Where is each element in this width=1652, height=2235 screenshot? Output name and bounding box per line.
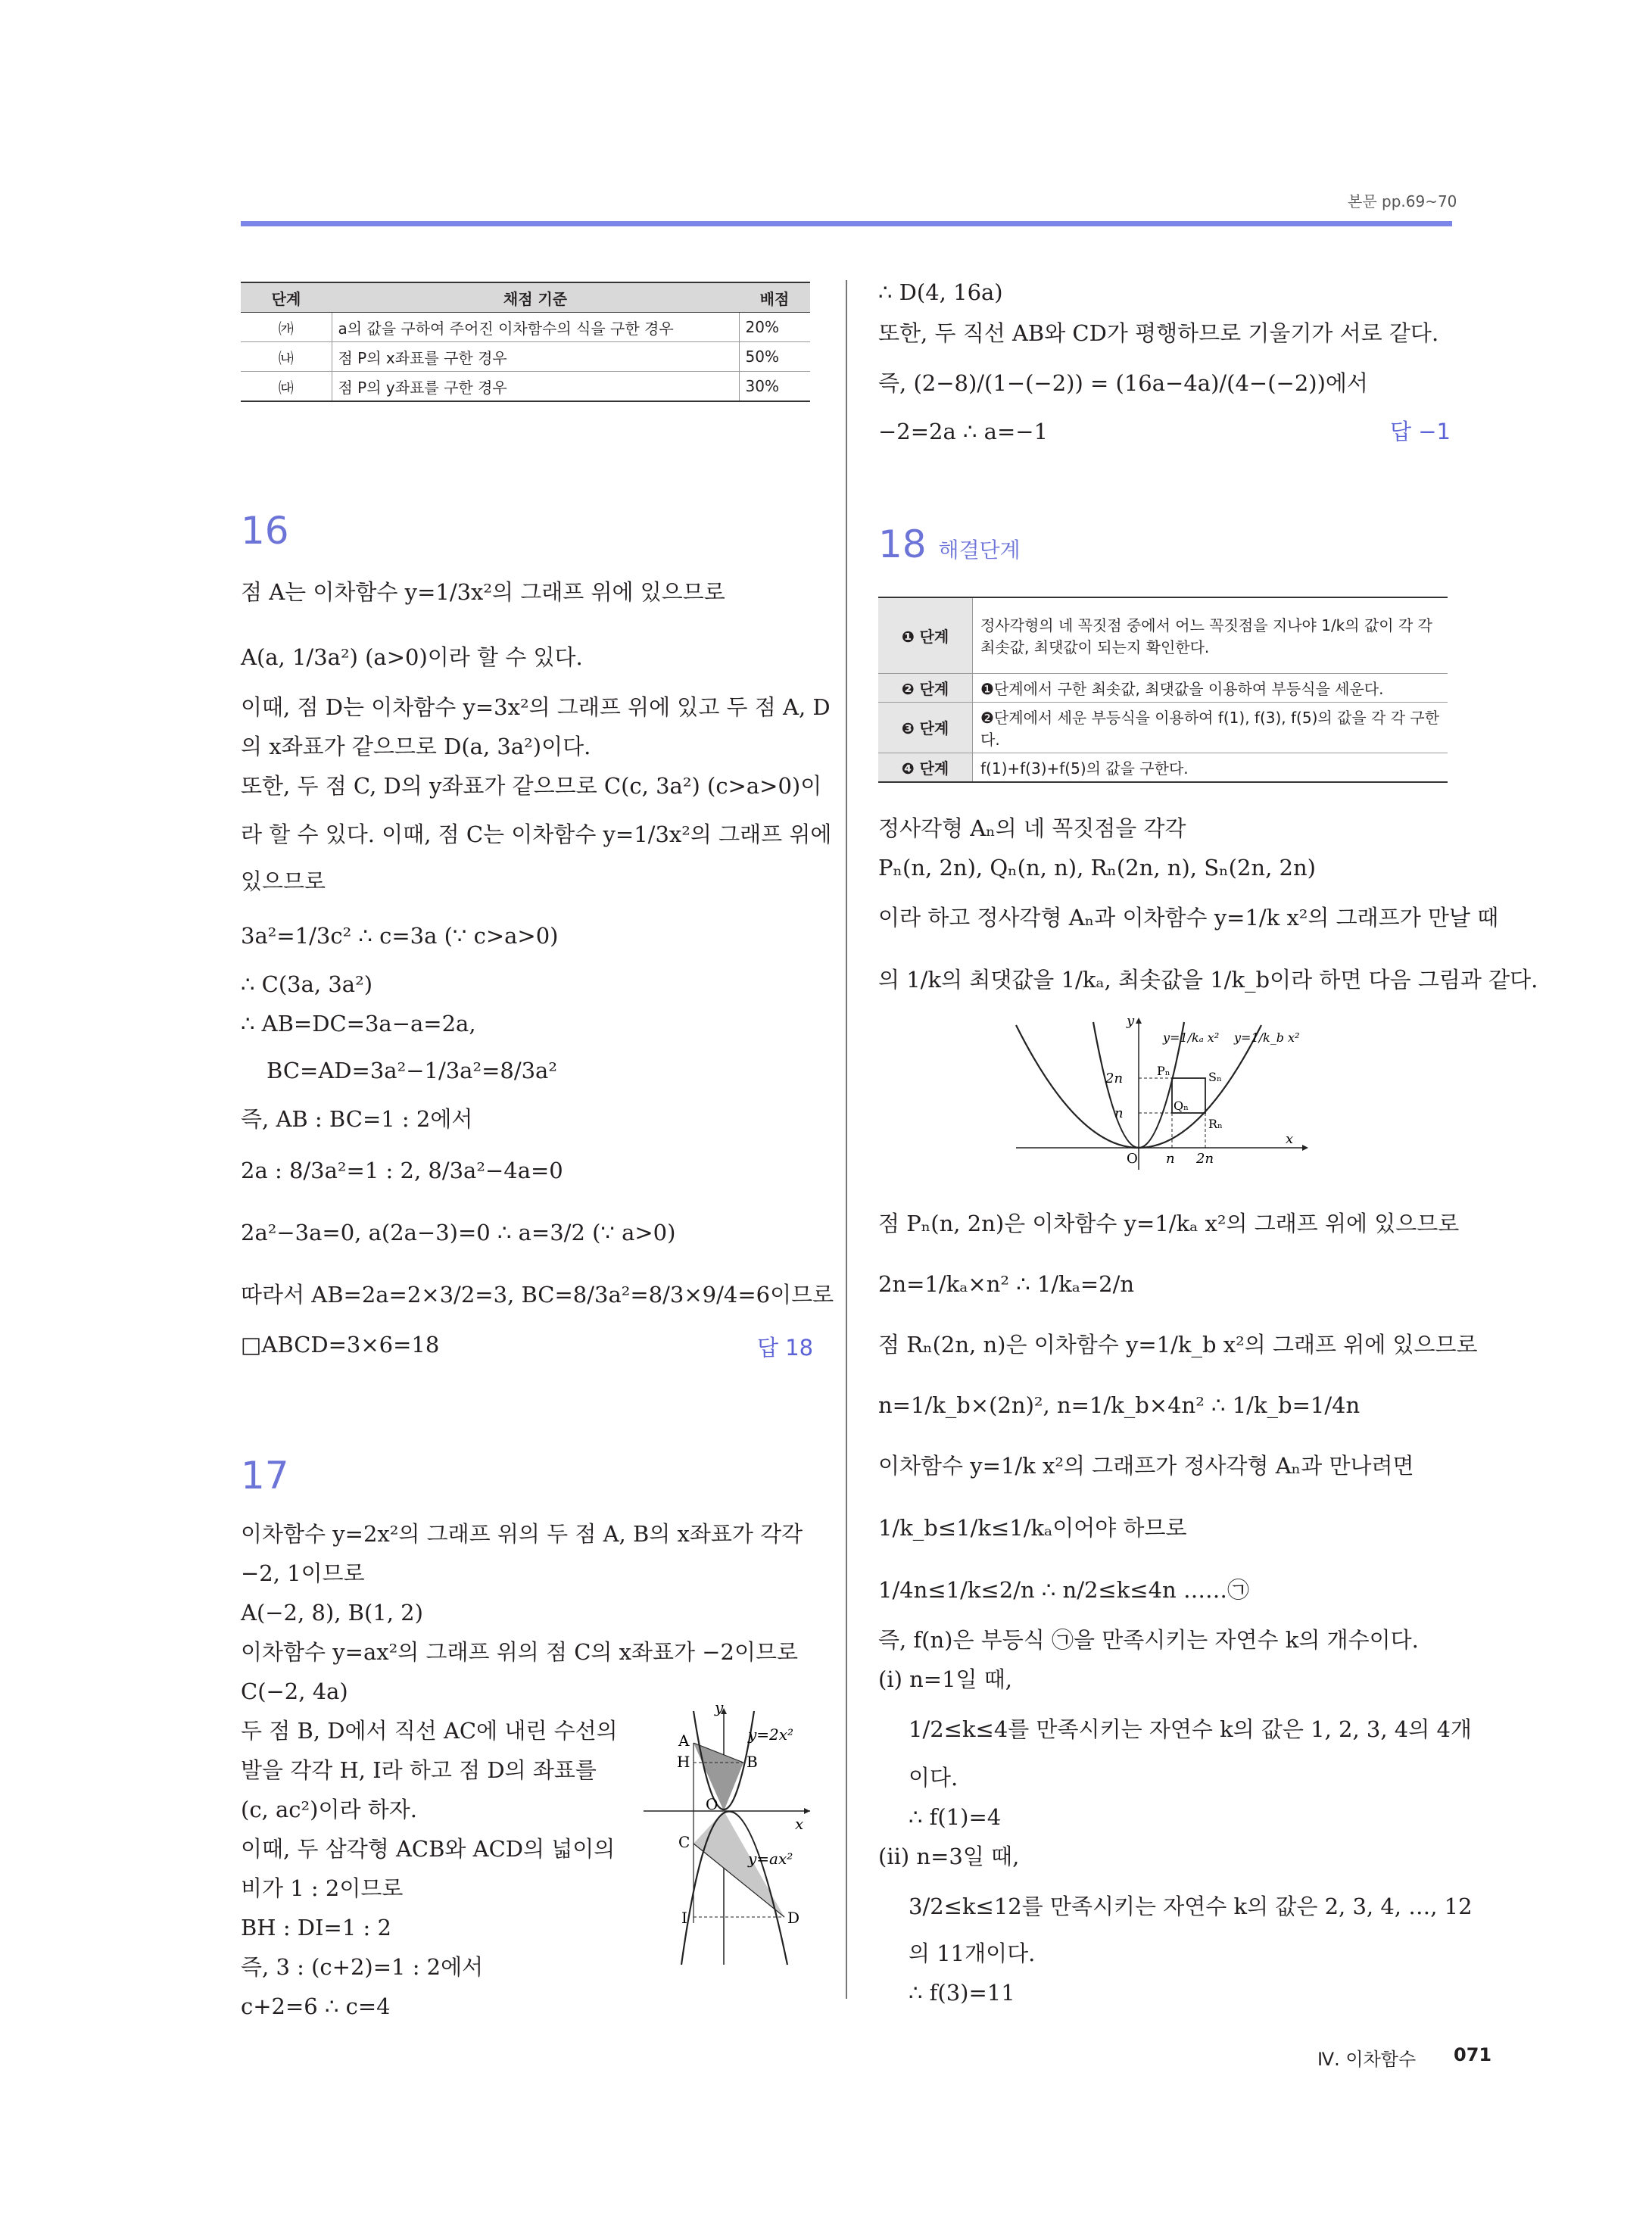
p17-point-D: D bbox=[787, 1909, 800, 1927]
p18-line: ∴ f(1)=4 bbox=[909, 1804, 1002, 1830]
p18-tick-2n-y: 2n bbox=[1105, 1071, 1124, 1086]
p18-point-S: Sₙ bbox=[1208, 1070, 1222, 1084]
p18-y-label: y bbox=[1127, 1015, 1135, 1029]
score-criterion: 점 P의 x좌표를 구한 경우 bbox=[332, 342, 739, 372]
p16-line: A(a, 1/3a²) (a>0)이라 할 수 있다. bbox=[241, 644, 583, 670]
step-text: ❶단계에서 구한 최솟값, 최댓값을 이용하여 부등식을 세운다. bbox=[973, 673, 1448, 702]
p18-tick-n-x: n bbox=[1166, 1151, 1175, 1167]
p17-point-I: I bbox=[681, 1909, 687, 1927]
table-row bbox=[878, 597, 1448, 673]
p17-line: 즉, 3 : (c+2)=1 : 2에서 bbox=[241, 1954, 484, 1980]
step-label: ❸ 단계 bbox=[878, 702, 973, 753]
p17-line: 이차함수 y=2x²의 그래프 위의 두 점 A, B의 x좌표가 각각 bbox=[241, 1521, 803, 1547]
p16-line: 점 A는 이차함수 y=1/3x²의 그래프 위에 있으므로 bbox=[241, 579, 725, 605]
p18-origin: O bbox=[1127, 1151, 1138, 1167]
p18-point-R: Rₙ bbox=[1208, 1117, 1223, 1131]
p17-point-B: B bbox=[747, 1753, 758, 1771]
footer-chapter: Ⅳ. 이차함수 bbox=[1317, 2049, 1417, 2070]
p17-line: (c, ac²)이라 하자. bbox=[241, 1797, 417, 1822]
p18-line: 점 Pₙ(n, 2n)은 이차함수 y=1/kₐ x²의 그래프 위에 있으므로 bbox=[878, 1211, 1460, 1236]
score-step: ㈐ bbox=[241, 372, 332, 402]
p18-line: 이차함수 y=1/k x²의 그래프가 정사각형 Aₙ과 만나려면 bbox=[878, 1453, 1414, 1479]
p18-figure bbox=[1015, 1015, 1317, 1174]
p17-line: c+2=6 ∴ c=4 bbox=[241, 1993, 391, 2019]
p17-curve2-label: y=ax² bbox=[748, 1850, 793, 1868]
p17-line: 비가 1 : 2이므로 bbox=[241, 1875, 404, 1901]
column-divider bbox=[846, 280, 847, 1999]
p18-tick-2n-x: 2n bbox=[1196, 1151, 1214, 1167]
p18-line: ∴ f(3)=11 bbox=[909, 1980, 1015, 2006]
p17-point-O: O bbox=[706, 1795, 718, 1813]
p16-answer: 답 18 bbox=[757, 1335, 814, 1361]
table-row bbox=[878, 753, 1448, 782]
p18-line: (ⅱ) n=3일 때, bbox=[878, 1844, 1020, 1869]
score-points: 20% bbox=[739, 313, 810, 342]
p17-line: −2, 1이므로 bbox=[241, 1560, 365, 1586]
score-header-points: 배점 bbox=[739, 282, 810, 313]
step-label: ❶ 단계 bbox=[878, 597, 973, 673]
p17-curve1-label: y=2x² bbox=[748, 1725, 794, 1744]
p16-line: 또한, 두 점 C, D의 y좌표가 같으므로 C(c, 3a²) (c>a>0)이 bbox=[241, 773, 822, 799]
score-points: 30% bbox=[739, 372, 810, 402]
p16-line: 있으므로 bbox=[241, 868, 326, 894]
p17-line: 발을 각각 H, I라 하고 점 D의 좌표를 bbox=[241, 1757, 597, 1783]
p18-line: 2n=1/kₐ×n² ∴ 1/kₐ=2/n bbox=[878, 1271, 1135, 1297]
footer-page-number: 071 bbox=[1454, 2044, 1492, 2065]
p18-line: 정사각형 Aₙ의 네 꼭짓점을 각각 bbox=[878, 815, 1186, 841]
score-header-step: 단계 bbox=[241, 282, 332, 313]
p18-line: 1/4n≤1/k≤2/n ∴ n/2≤k≤4n ……㉠ bbox=[878, 1577, 1249, 1603]
p18-line: 3/2≤k≤12를 만족시키는 자연수 k의 값은 2, 3, 4, …, 12 bbox=[909, 1894, 1473, 1919]
p18-line: n=1/k_b×(2n)², n=1/k_b×4n² ∴ 1/k_b=1/4n bbox=[878, 1392, 1361, 1418]
header-rule bbox=[241, 221, 1452, 226]
scoring-table bbox=[241, 282, 810, 402]
p17b-line: 즉, (2−8)/(1−(−2)) = (16a−4a)/(4−(−2))에서 bbox=[878, 370, 1368, 396]
p17-point-C: C bbox=[678, 1833, 690, 1851]
p17-point-A: A bbox=[678, 1732, 690, 1750]
table-row bbox=[878, 673, 1448, 702]
p18-line: 이다. bbox=[909, 1765, 958, 1791]
solution-steps-table bbox=[878, 597, 1448, 783]
p18-line: 1/k_b≤1/k≤1/kₐ이어야 하므로 bbox=[878, 1515, 1187, 1541]
p16-line: 3a²=1/3c² ∴ c=3a (∵ c>a>0) bbox=[241, 923, 559, 949]
p18-curve-a-label: y=1/kₐ x² bbox=[1163, 1030, 1220, 1045]
p18-point-Q: Qₙ bbox=[1174, 1099, 1189, 1113]
table-row bbox=[241, 372, 810, 402]
p18-curve-b-label: y=1/k_b x² bbox=[1234, 1030, 1300, 1045]
p17b-answer: 답 −1 bbox=[1390, 419, 1451, 444]
p18-x-label: x bbox=[1286, 1131, 1294, 1147]
p17-line: A(−2, 8), B(1, 2) bbox=[241, 1600, 423, 1626]
p18-line: (ⅰ) n=1일 때, bbox=[878, 1666, 1013, 1692]
p16-line: 2a : 8/3a²=1 : 2, 8/3a²−4a=0 bbox=[241, 1158, 563, 1183]
table-row bbox=[241, 342, 810, 372]
score-step: ㈏ bbox=[241, 342, 332, 372]
p18-line: 의 1/k의 최댓값을 1/kₐ, 최솟값을 1/k_b이라 하면 다음 그림과 같다. bbox=[878, 967, 1538, 993]
p18-line: 의 11개이다. bbox=[909, 1940, 1036, 1966]
p17-line: BH : DI=1 : 2 bbox=[241, 1915, 391, 1940]
p18-number: 18 bbox=[878, 522, 927, 566]
p16-line: □ABCD=3×6=18 bbox=[241, 1332, 440, 1358]
p16-line: 의 x좌표가 같으므로 D(a, 3a²)이다. bbox=[241, 734, 591, 759]
page-reference: 본문 pp.69~70 bbox=[1348, 192, 1457, 210]
p17-line: 두 점 B, D에서 직선 AC에 내린 수선의 bbox=[241, 1718, 618, 1744]
p17-figure bbox=[636, 1704, 818, 1968]
score-step: ㈎ bbox=[241, 313, 332, 342]
p18-tick-n-y: n bbox=[1114, 1105, 1124, 1121]
step-text: ❷단계에서 세운 부등식을 이용하여 f(1), f(3), f(5)의 값을 각 각 구한다. bbox=[973, 702, 1448, 753]
p18-line: 1/2≤k≤4를 만족시키는 자연수 k의 값은 1, 2, 3, 4의 4개 bbox=[909, 1716, 1472, 1742]
p18-subtitle: 해결단계 bbox=[938, 538, 1021, 563]
step-label: ❷ 단계 bbox=[878, 673, 973, 702]
p17-x-label: x bbox=[795, 1815, 804, 1833]
score-criterion: 점 P의 y좌표를 구한 경우 bbox=[332, 372, 739, 402]
problem-17-number: 17 bbox=[241, 1454, 289, 1498]
p18-line: 점 Rₙ(2n, n)은 이차함수 y=1/k_b x²의 그래프 위에 있으므로 bbox=[878, 1332, 1478, 1358]
p17b-line: ∴ D(4, 16a) bbox=[878, 279, 1003, 305]
step-text: 정사각형의 네 꼭짓점 중에서 어느 꼭짓점을 지나야 1/k의 값이 각 각 최솟값, 최댓값이 되는지 확인한다. bbox=[973, 597, 1448, 673]
p18-line: 이라 하고 정사각형 Aₙ과 이차함수 y=1/k x²의 그래프가 만날 때 bbox=[878, 905, 1499, 930]
p16-line: 따라서 AB=2a=2×3/2=3, BC=8/3a²=8/3×9/4=6이므로 bbox=[241, 1282, 834, 1308]
table-row bbox=[878, 702, 1448, 753]
p17-line: 이때, 두 삼각형 ACB와 ACD의 넓이의 bbox=[241, 1836, 616, 1862]
p18-line: Pₙ(n, 2n), Qₙ(n, n), Rₙ(2n, n), Sₙ(2n, 2n) bbox=[878, 855, 1316, 881]
problem-16-number: 16 bbox=[241, 509, 289, 553]
p18-point-P: Pₙ bbox=[1157, 1064, 1170, 1078]
p16-line: 즉, AB : BC=1 : 2에서 bbox=[241, 1106, 473, 1132]
p17b-line: −2=2a ∴ a=−1 bbox=[878, 419, 1049, 444]
p17-point-H: H bbox=[677, 1753, 690, 1771]
p17-line: 이차함수 y=ax²의 그래프 위의 점 C의 x좌표가 −2이므로 bbox=[241, 1639, 799, 1665]
p17-line: C(−2, 4a) bbox=[241, 1679, 348, 1704]
p18-line: 즉, f(n)은 부등식 ㉠을 만족시키는 자연수 k의 개수이다. bbox=[878, 1627, 1419, 1653]
p17-y-label: y bbox=[715, 1704, 724, 1716]
p16-line: 이때, 점 D는 이차함수 y=3x²의 그래프 위에 있고 두 점 A, D bbox=[241, 694, 831, 720]
step-text: f(1)+f(3)+f(5)의 값을 구한다. bbox=[973, 753, 1448, 782]
problem-18-number bbox=[878, 522, 1021, 566]
p16-line: 라 할 수 있다. 이때, 점 C는 이차함수 y=1/3x²의 그래프 위에 bbox=[241, 821, 832, 847]
p16-line: 2a²−3a=0, a(2a−3)=0 ∴ a=3/2 (∵ a>0) bbox=[241, 1220, 676, 1245]
p16-line: BC=AD=3a²−1/3a²=8/3a² bbox=[267, 1058, 557, 1083]
score-header-criterion: 채점 기준 bbox=[332, 282, 739, 313]
score-criterion: a의 값을 구하여 주어진 이차함수의 식을 구한 경우 bbox=[332, 313, 739, 342]
p17b-line: 또한, 두 직선 AB와 CD가 평행하므로 기울기가 서로 같다. bbox=[878, 320, 1439, 346]
score-points: 50% bbox=[739, 342, 810, 372]
p16-line: ∴ AB=DC=3a−a=2a, bbox=[241, 1011, 476, 1036]
table-row bbox=[241, 313, 810, 342]
p16-line: ∴ C(3a, 3a²) bbox=[241, 971, 373, 997]
step-label: ❹ 단계 bbox=[878, 753, 973, 782]
